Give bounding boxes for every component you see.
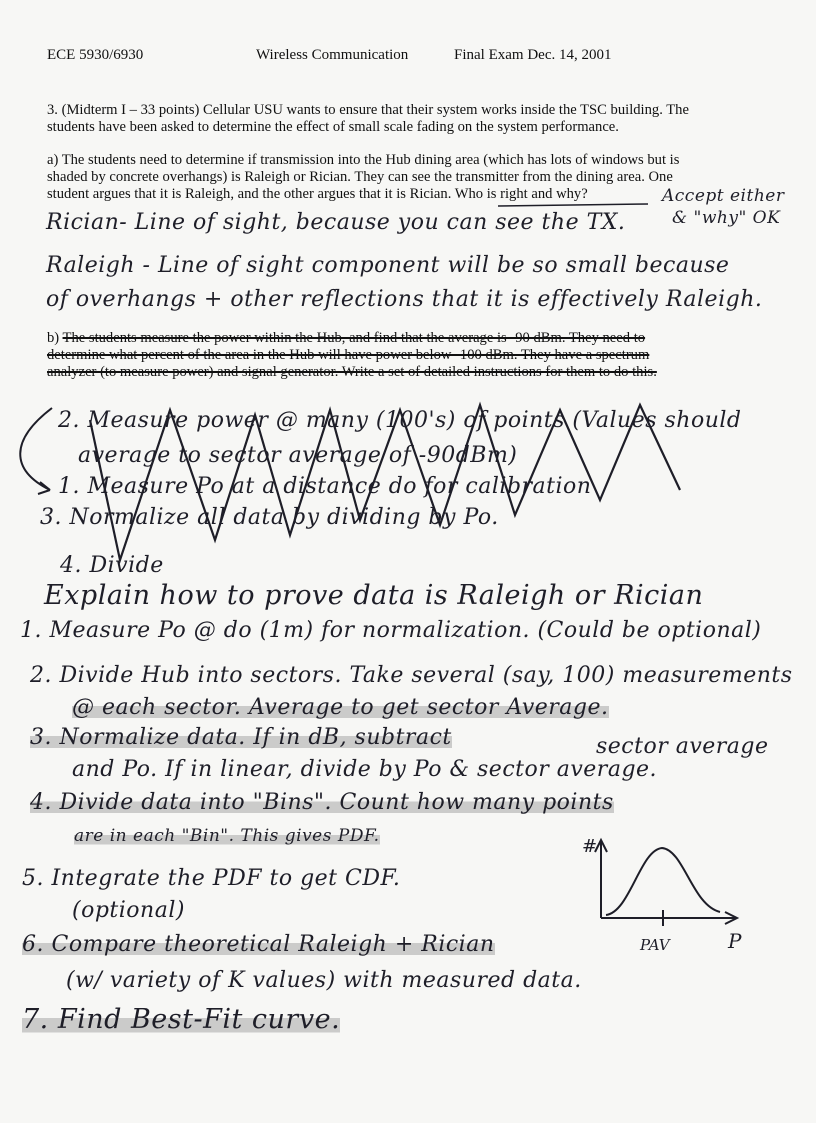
step-4-line1: 4. Divide data into "Bins". Count how many points <box>30 790 614 815</box>
step-6-line2: (w/ variety of K values) with measured data. <box>66 968 582 993</box>
crossed-line1: 2. Measure power @ many (100's) of points (Values should <box>58 408 742 433</box>
answer-rician: Rician- Line of sight, because you can see the TX. <box>46 210 626 235</box>
course-title: Wireless Communication <box>256 47 409 63</box>
sketch-x-arrow <box>725 912 737 924</box>
question-intro: 3. (Midterm I – 33 points) Cellular USU wants to ensure that their system works inside the TSC building. The students have been asked to determine the effect of small scale fading on the system performance. <box>47 102 689 135</box>
reorder-arrow-head <box>38 482 50 494</box>
part-b-struck-line3: analyzer (to measure power) and signal generator. Write a set of detailed instructions for them to do this. <box>47 364 657 380</box>
crossed-line5: 4. Divide <box>60 553 164 578</box>
step-3-line1: 3. Normalize data. If in dB, subtract <box>30 725 452 750</box>
crossed-line3: 1. Measure Po at a distance do for calibration <box>58 474 592 499</box>
question-underline <box>498 204 648 206</box>
crossed-line4: 3. Normalize all data by dividing by Po. <box>40 505 499 530</box>
sketch-y-arrow <box>595 840 607 852</box>
step-2-line2: @ each sector. Average to get sector Average. <box>72 695 609 720</box>
exam-date: Final Exam Dec. 14, 2001 <box>454 47 612 63</box>
margin-note-why: & "why" OK <box>672 208 781 228</box>
step-3-sector-average: sector average <box>596 734 769 759</box>
step-4-line2: are in each "Bin". This gives PDF. <box>74 826 380 846</box>
step-2-line1: 2. Divide Hub into sectors. Take several (say, 100) measurements <box>30 663 793 688</box>
part-b-struck-line2: determine what percent of the area in the Hub will have power below -100 dBm. They have a spectrum <box>47 347 650 363</box>
step-7: 7. Find Best-Fit curve. <box>22 1004 341 1035</box>
sketch-mean-label: PAV <box>640 936 670 954</box>
sketch-y-label: # <box>582 836 598 857</box>
step-5-line2: (optional) <box>72 898 185 923</box>
part-b-struck-line1: The students measure the power within the Hub, and find that the average is -90 dBm. They need to <box>62 330 646 346</box>
course-number: ECE 5930/6930 <box>47 47 144 63</box>
step-5-line1: 5. Integrate the PDF to get CDF. <box>22 866 401 891</box>
sketch-x-label: P <box>728 929 742 953</box>
answer-b-heading: Explain how to prove data is Raleigh or Rician <box>44 580 704 611</box>
step-3-line2: and Po. If in linear, divide by Po & sector average. <box>72 757 658 782</box>
answer-raleigh-line1: Raleigh - Line of sight component will be so small because <box>46 253 730 278</box>
reorder-arrow <box>20 408 52 490</box>
step-1: 1. Measure Po @ do (1m) for normalization. (Could be optional) <box>20 618 762 643</box>
margin-note-accept: Accept either <box>662 186 785 206</box>
crossed-line2: average to sector average of -90dBm) <box>78 443 518 468</box>
answer-raleigh-line2: of overhangs + other reflections that it is effectively Raleigh. <box>46 287 763 312</box>
pdf-sketch <box>582 836 742 954</box>
question-part-b: b) The students measure the power within the Hub, and find that the average is -90 dBm. They need to determine what percent of the area in the Hub will have power below -100 dBm. They have a spectrum analyzer (to measure power) and signal generator. Write a set of detailed instructions for them to do this. <box>47 330 767 381</box>
step-6-line1: 6. Compare theoretical Raleigh + Rician <box>22 932 495 957</box>
question-part-a: a) The students need to determine if transmission into the Hub dining area (which has lots of windows but is shaded by concrete overhangs) is Raleigh or Rician. They can see the transmitter from the dining area. One student argues that it is Raleigh, and the other argues that it is Rician. Who is right and why? <box>47 152 680 202</box>
sketch-bell-curve <box>606 848 720 915</box>
